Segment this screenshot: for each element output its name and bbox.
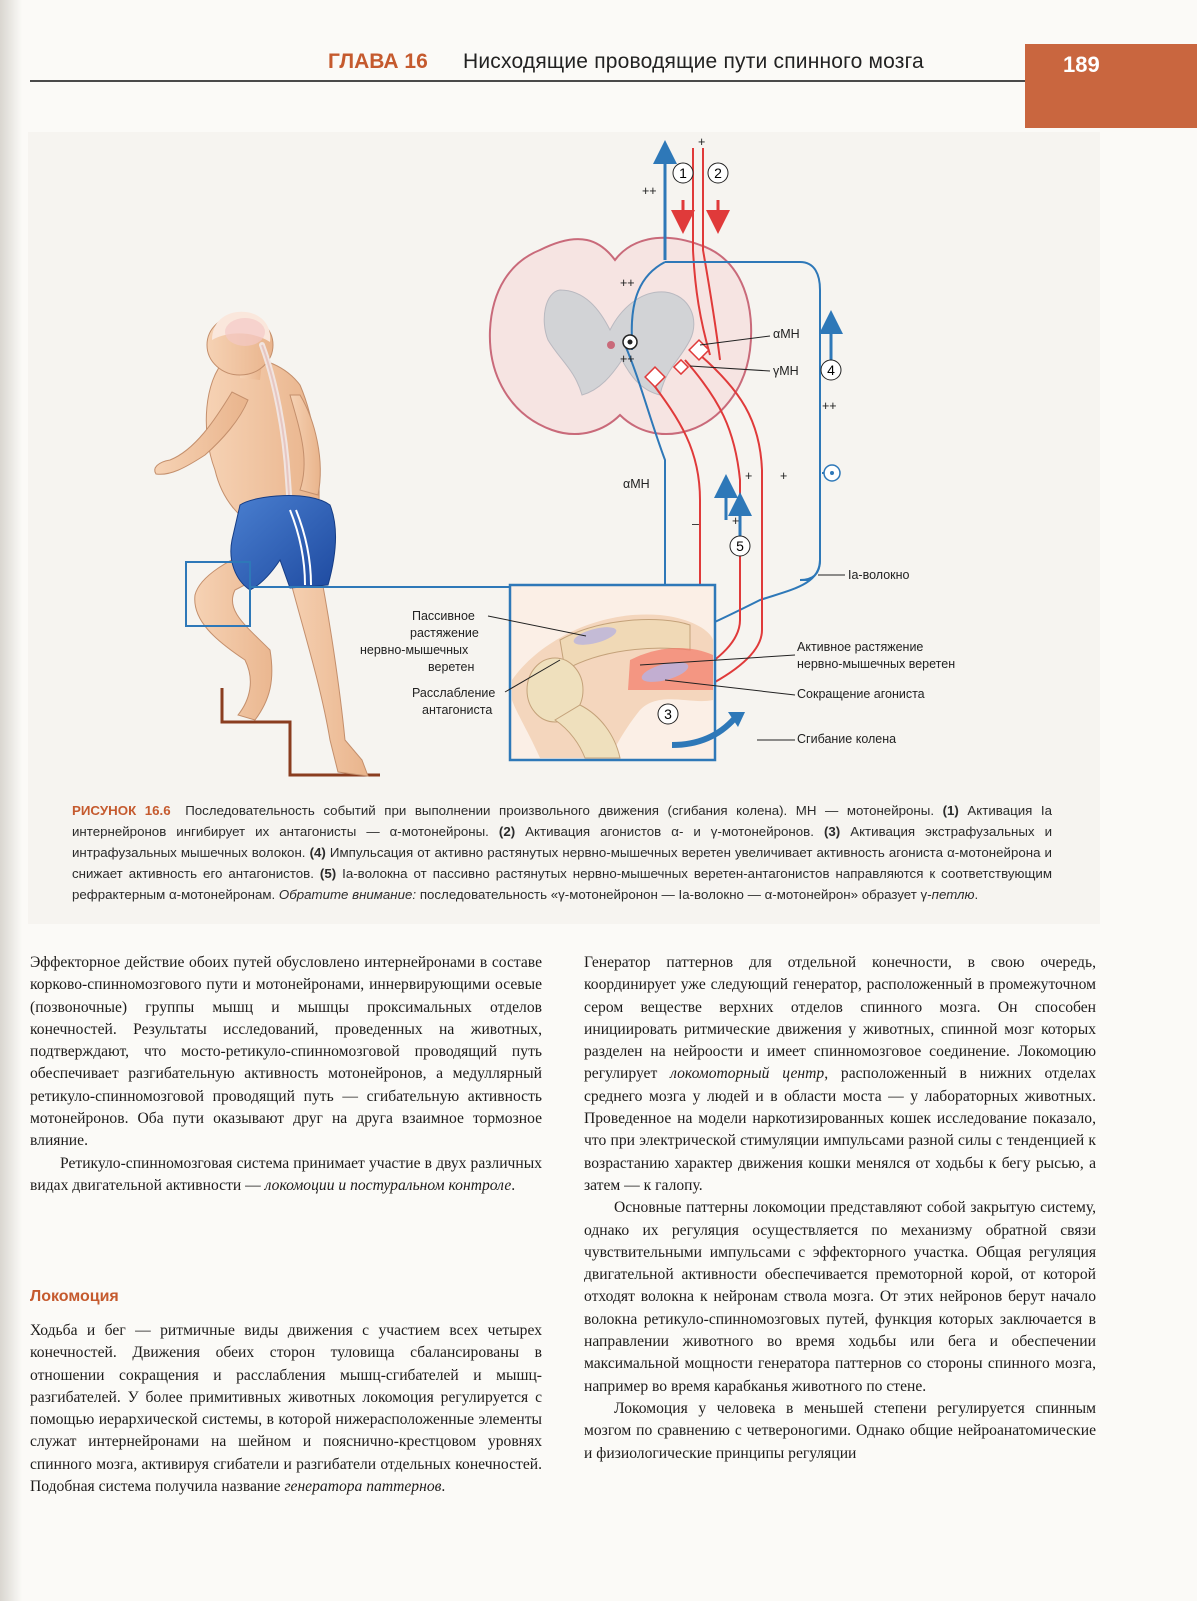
sign-minus: –: [692, 517, 699, 531]
left-p2-start: Ретикуло-спинномозговая система принимает участие в двух различных видах двигательной активности —: [30, 1154, 542, 1194]
sign-plusplus-3: ++: [620, 352, 635, 366]
sign-plus-3: +: [780, 469, 788, 483]
alpha-mn-label-right: αМН: [773, 327, 800, 341]
left-column: [30, 952, 542, 1197]
right-p1-italic: локомоторный центр: [670, 1065, 825, 1083]
caption-text-1: Последовательность событий при выполнении произвольного движения (сгибания колена). МН — мотонейроны.: [185, 803, 935, 818]
relaxation-line1: Расслабление: [412, 686, 496, 700]
right-paragraph-3: Локомоция у человека в меньшей степени регулируется спинным мозгом по сравнению с четвероногими. Однако общие нейроанатомические и физиологические принципы регуляции: [584, 1399, 1096, 1462]
sign-plusplus-2: ++: [620, 276, 635, 290]
caption-text-5: Импульсация от активно растянутых нервно-мышечных веретен увеличивает активность агониста α-мотонейрона и снижает активность его антагонистов.: [72, 845, 1052, 881]
caption-note-label: Обратите внимание:: [278, 887, 417, 902]
agonist-contraction-label: Сокращение агониста: [797, 687, 925, 701]
caption-text-3: Активация агонистов α- и γ-мотонейронов.: [525, 824, 814, 839]
step-1-label: 1: [679, 165, 687, 181]
loc-p1-start: Ходьба и бег — ритмичные виды движения с участием всех четырех конечностей. Движения обеих сторон туловища сбалансированы в отношении сокращения и расслабления мышц-сгибателей и мышц-разгибателей. У более примитивных животных локомоция регулируется с помощью иерархической системы, в которой нижерасположенные элементы служат интернейронами на шейном и пояснично-крестцовом уровнях спинного мозга, активируя сгибатели и разгибатели отдельных конечностей. Подобная система получила название: [30, 1322, 542, 1496]
sign-plusplus-4: ++: [822, 399, 837, 413]
step-4-label: 4: [827, 362, 835, 378]
sign-plus-2: +: [745, 469, 753, 483]
chapter-label: ГЛАВА 16: [328, 50, 428, 73]
sign-plus-4: +: [732, 514, 740, 528]
left-paragraph-1: Эффекторное действие обоих путей обусловлено интернейронами в составе корково-спинномозгового пути и мотонейронами, иннервирующими осевые (позвоночные) группы мышц и мышцы проксимальных отделов конечностей. Результаты исследований, проведенных на животных, подтверждают, что мосто-ретикуло-спинномозговой проводящий путь обеспечивает разгибательную активность мотонейронов, а медуллярный ретикуло-спинномозговой проводящий путь — сгибательную активность мотонейронов. Оба пути оказывают друг на друга взаимное тормозное влияние.: [30, 954, 542, 1150]
passive-stretch-line4: веретен: [428, 660, 475, 674]
step-5-label: 5: [736, 538, 744, 554]
right-p1-end: , расположенный в нижних отделах среднего мозга у людей и в области моста — у лабораторных животных. Проведенное на модели наркотизированных кошек исследование показало, что при электрической стимуляции импульсами разной силы с тенденцией к возрастанию характер движения кошки менялся от ходьбы к бегу рысью, а затем — к галопу.: [584, 1065, 1096, 1194]
figure-number: РИСУНОК 16.6: [72, 803, 171, 818]
ia-fiber-label: Ia-волокно: [848, 568, 910, 582]
step-3-label: 3: [664, 706, 672, 722]
loc-p1-end: .: [441, 1478, 446, 1496]
caption-num-1: (1): [942, 803, 959, 818]
caption-num-5: (5): [319, 866, 337, 881]
passive-stretch-line3: нервно-мышечных: [360, 643, 469, 657]
active-stretch-line1: Активное растяжение: [797, 640, 924, 654]
caption-text-2: Активация Ia интернейронов ингибирует их антагонисты — α-мотонейроны.: [72, 803, 1052, 839]
relaxation-line2: антагониста: [422, 703, 493, 717]
caption-end: .: [974, 887, 979, 902]
right-p1-start: Генератор паттернов для отдельной конечности, в свою очередь, координирует уже следующий генератор, расположенный в промежуточном сером веществе верхних отделов спинного мозга. Он способен инициировать ритмические движения у животных, спинной мозг которых разделен на нейроости и имеет спинномозговое соединение. Локомоцию регулирует: [584, 954, 1096, 1083]
caption-text-4: Активация экстрафузальных и интрафузальных мышечных волокон.: [72, 824, 1053, 860]
figure-caption: [72, 800, 1052, 905]
left-paragraph-2: [30, 1153, 542, 1198]
alpha-mn-label-left: αМН: [623, 477, 650, 491]
right-paragraph-2: Основные паттерны локомоции представляют собой закрытую систему, однако их регуляция осуществляется по механизму обратной связи чувствительными импульсами с эффекторного участка. Общая регуляция двигательной активности обеспечивается премоторной корой, от которой отходят волокна к нейронам ствола мозга. От этих нейронов берут начало волокна ретикуло-спинномозговых путей, функция которых заключается в направлении животного во время ходьбы или бега и обеспечении максимальной мощности генератора паттернов со стороны спинного мозга, например во время карабканья животного по стене.: [584, 1199, 1096, 1395]
caption-num-4: (4): [309, 845, 326, 860]
active-stretch-line2: нервно-мышечных веретен: [797, 657, 956, 671]
caption-text-7: последовательность «γ-мотонейронон — Ia-волокно — α-мотонейрон» образует γ-: [419, 887, 932, 902]
locomotion-column: [30, 1320, 542, 1498]
caption-text-6: Ia-волокна от пассивно растянутых нервно-мышечных веретен-антагонистов направляются к соответствующим рефрактерным α-мотонейронам.: [72, 866, 1053, 902]
loc-p1-italic: генератора паттернов: [284, 1478, 442, 1496]
knee-inset: [510, 585, 745, 760]
locomotion-paragraph-1: [30, 1320, 542, 1498]
left-p2-italic: локомоции и постуральном контроле: [264, 1176, 512, 1194]
chapter-title: Нисходящие проводящие пути спинного мозга: [463, 50, 924, 73]
sign-plus-top: +: [698, 135, 706, 149]
caption-num-3: (3): [823, 824, 841, 839]
knee-flexion-label: Сгибание колена: [797, 732, 897, 746]
right-column: [584, 952, 1096, 1465]
spinal-cord-section: [490, 238, 751, 434]
section-heading: Локомоция: [30, 1288, 119, 1305]
left-p2-end: .: [511, 1176, 516, 1194]
step-2-label: 2: [714, 165, 722, 181]
passive-stretch-line1: Пассивное: [412, 609, 475, 623]
page-number: 189: [1063, 52, 1100, 77]
caption-loop: петлю: [931, 887, 975, 902]
gamma-mn-label: γМН: [773, 364, 799, 378]
sign-plusplus-1: ++: [642, 184, 657, 198]
passive-stretch-line2: растяжение: [410, 626, 479, 640]
caption-num-2: (2): [498, 824, 516, 839]
right-paragraph-1: [584, 952, 1096, 1197]
